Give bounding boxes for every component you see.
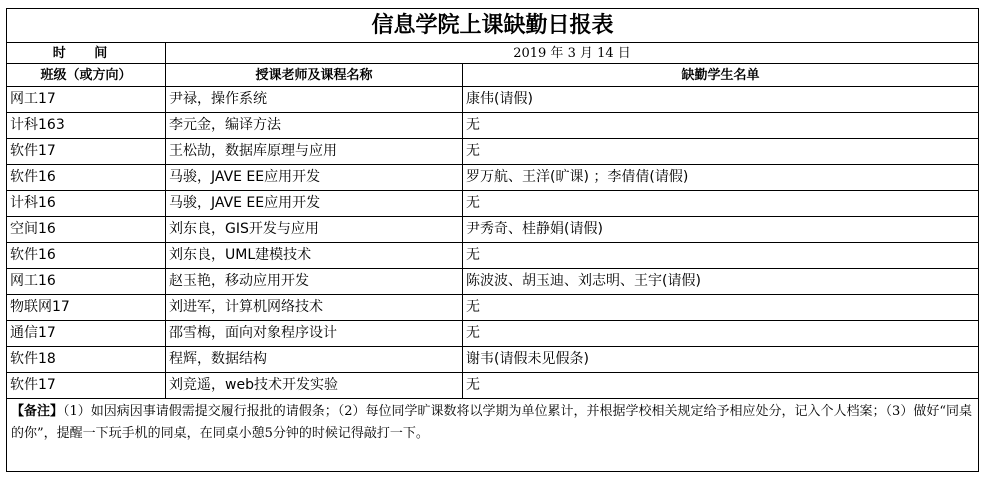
table-row: [7, 165, 979, 191]
header-class: 班级（或方向）: [7, 64, 166, 87]
cell-class: 软件18: [7, 347, 166, 373]
cell-teacher-course: 王松劼，数据库原理与应用: [166, 139, 463, 165]
cell-teacher-course: 尹禄，操作系统: [166, 87, 463, 113]
cell-class: 计科163: [7, 113, 166, 139]
cell-absent-students: 无: [463, 191, 979, 217]
cell-teacher-course: 刘进军，计算机网络技术: [166, 295, 463, 321]
cell-teacher-course: 刘东良，GIS开发与应用: [166, 217, 463, 243]
cell-absent-students: 尹秀奇、桂静娟(请假): [463, 217, 979, 243]
header-teacher-course: 授课老师及课程名称: [166, 64, 463, 87]
note-cell: [7, 399, 979, 472]
cell-class: 计科16: [7, 191, 166, 217]
cell-teacher-course: 马骏，JAVE EE应用开发: [166, 165, 463, 191]
table-row: [7, 321, 979, 347]
table-row: [7, 217, 979, 243]
date-label: 时 间: [7, 43, 166, 64]
cell-absent-students: 康伟(请假): [463, 87, 979, 113]
table-row: [7, 347, 979, 373]
cell-teacher-course: 程辉，数据结构: [166, 347, 463, 373]
cell-teacher-course: 刘东良，UML建模技术: [166, 243, 463, 269]
cell-teacher-course: 李元金，编译方法: [166, 113, 463, 139]
title-row: [7, 9, 979, 43]
cell-absent-students: 无: [463, 321, 979, 347]
cell-class: 空间16: [7, 217, 166, 243]
header-absent-students: 缺勤学生名单: [463, 64, 979, 87]
column-header-row: [7, 64, 979, 87]
cell-class: 物联网17: [7, 295, 166, 321]
cell-class: 网工17: [7, 87, 166, 113]
cell-absent-students: 无: [463, 243, 979, 269]
cell-absent-students: 陈波波、胡玉迪、刘志明、王宇(请假): [463, 269, 979, 295]
note-row: [7, 399, 979, 472]
table-row: [7, 139, 979, 165]
table-row: [7, 373, 979, 399]
report-title: 信息学院上课缺勤日报表: [7, 9, 979, 43]
cell-class: 通信17: [7, 321, 166, 347]
cell-absent-students: 谢韦(请假未见假条): [463, 347, 979, 373]
cell-absent-students: 无: [463, 139, 979, 165]
cell-class: 软件16: [7, 243, 166, 269]
note-text: （1）如因病因事请假需提交履行报批的请假条；（2）每位同学旷课数将以学期为单位累计，并根据学校相关规定给予相应处分，记入个人档案；（3）做好“同桌的你”，提醒一下玩手机的同桌，在同桌小憩5分钟的时候记得敲打一下。: [11, 404, 972, 441]
date-row: [7, 43, 979, 64]
cell-teacher-course: 刘竞遥，web技术开发实验: [166, 373, 463, 399]
table-row: [7, 113, 979, 139]
attendance-report-table: [6, 8, 979, 472]
table-row: [7, 243, 979, 269]
table-row: [7, 87, 979, 113]
cell-class: 软件17: [7, 139, 166, 165]
cell-class: 软件16: [7, 165, 166, 191]
table-row: [7, 191, 979, 217]
table-row: [7, 295, 979, 321]
cell-absent-students: 无: [463, 373, 979, 399]
note-label: 【备注】: [11, 404, 64, 419]
cell-absent-students: 无: [463, 113, 979, 139]
cell-teacher-course: 赵玉艳，移动应用开发: [166, 269, 463, 295]
date-value: 2019 年 3 月 14 日: [166, 43, 979, 64]
cell-absent-students: 罗万航、王洋(旷课) ；李倩倩(请假): [463, 165, 979, 191]
table-row: [7, 269, 979, 295]
cell-teacher-course: 邵雪梅，面向对象程序设计: [166, 321, 463, 347]
cell-absent-students: 无: [463, 295, 979, 321]
cell-class: 软件17: [7, 373, 166, 399]
cell-class: 网工16: [7, 269, 166, 295]
cell-teacher-course: 马骏，JAVE EE应用开发: [166, 191, 463, 217]
